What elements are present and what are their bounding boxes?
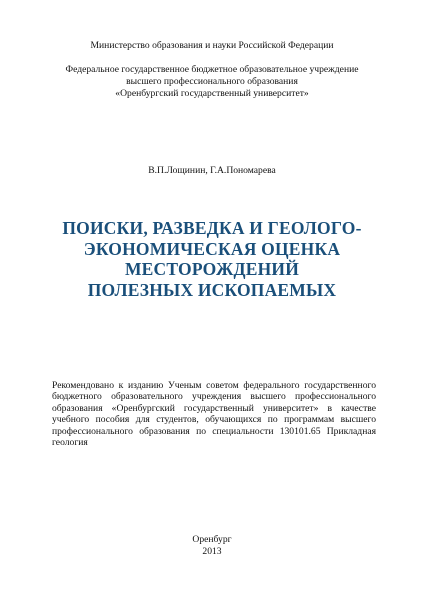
authors: В.П.Лощинин, Г.А.Пономарева (148, 165, 276, 176)
institution-line-1: Федеральное государственное бюджетное образовательное учреждение (65, 64, 359, 75)
publication-year: 2013 (202, 546, 222, 557)
book-title-line-1: ПОИСКИ, РАЗВЕДКА И ГЕОЛОГО- (62, 218, 362, 238)
recommendation-line-6: геология (52, 437, 88, 449)
book-title-line-3: МЕСТОРОЖДЕНИЙ (124, 259, 300, 279)
institution-line-2: высшего профессионального образования (126, 76, 298, 87)
book-title (20, 218, 404, 300)
book-title-line-4: ПОЛЕЗНЫХ ИСКОПАЕМЫХ (87, 279, 337, 300)
recommendation-line-2: бюджетного образовательного учреждения высшего профессионального (52, 391, 376, 403)
institution-line-3: «Оренбургский государственный университет» (115, 88, 309, 99)
recommendation-line-3: образования «Оренбургский государственный университет» в качестве (52, 402, 376, 414)
recommendation-line-1: Рекомендовано к изданию Ученым советом федерального государственного (52, 380, 376, 391)
book-title-line-2: ЭКОНОМИЧЕСКАЯ ОЦЕНКА (83, 238, 341, 259)
ministry-name: Министерство образования и науки Российской Федерации (90, 40, 334, 51)
recommendation-line-4: учебного пособия для студентов, обучающихся по программам высшего (52, 414, 376, 426)
publication-city: Оренбург (192, 534, 232, 545)
recommendation-line-5: профессионального образования по специальности 130101.65 Прикладная (52, 425, 376, 437)
recommendation-text (52, 380, 376, 448)
